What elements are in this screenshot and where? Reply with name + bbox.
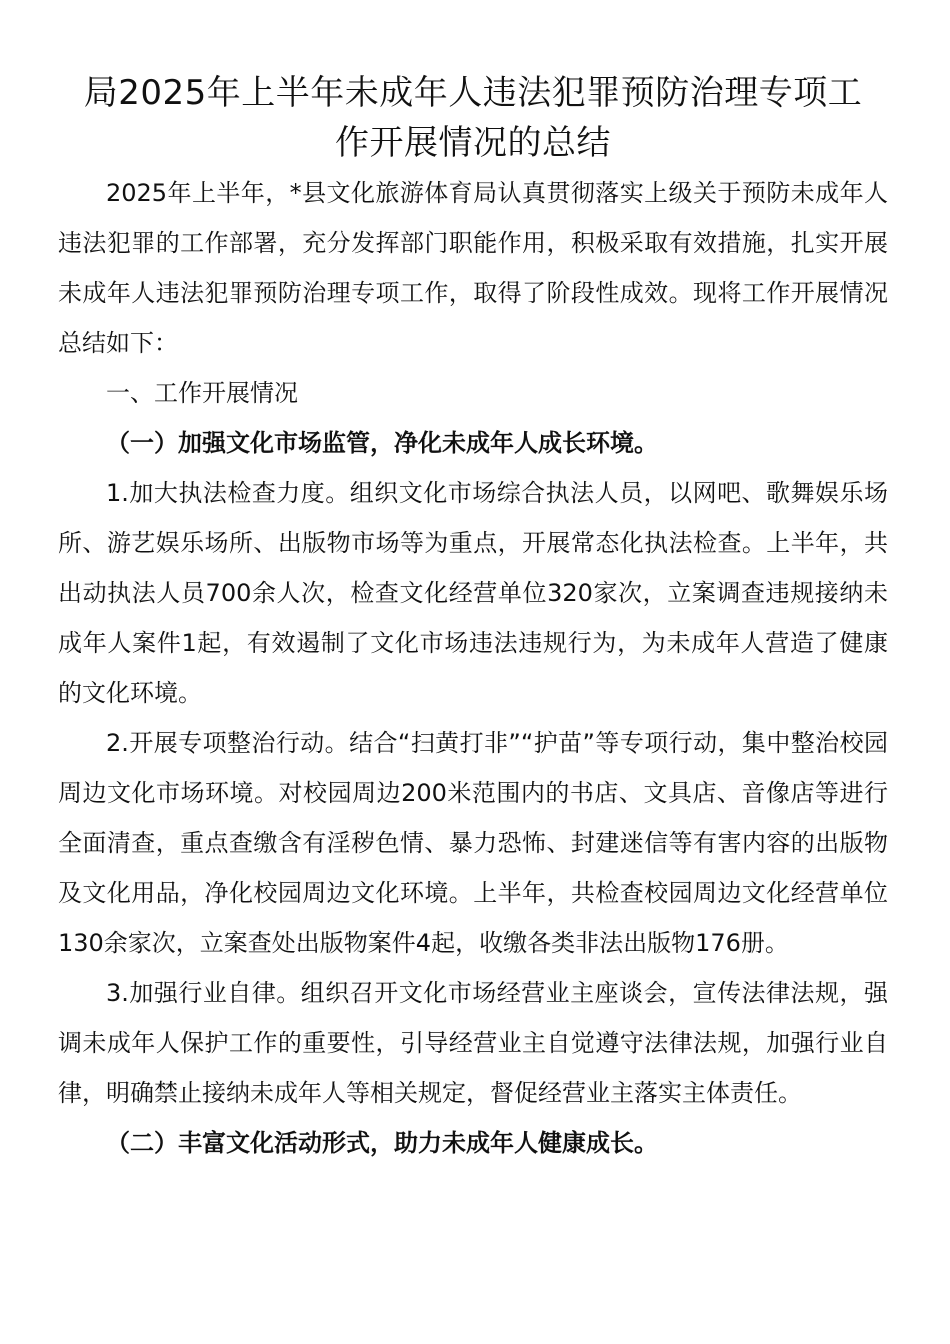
subsection-heading-cultural-activities: （二）丰富文化活动形式，助力未成年人健康成长。 (106, 1129, 658, 1157)
section-heading-work-status: 一、工作开展情况 (106, 379, 298, 407)
intro-paragraph: 2025年上半年，*县文化旅游体育局认真贯彻落实上级关于预防未成年人违法犯罪的工作部署，充分发挥部门职能作用，积极采取有效措施，扎实开展未成年人违法犯罪预防治理专项工作，取得了阶段性成效。现将工作开展情况总结如下： (58, 179, 888, 357)
document-title (58, 68, 888, 168)
item-paragraph-industry-self-discipline: 3.加强行业自律。组织召开文化市场经营业主座谈会，宣传法律法规，强调未成年人保护工作的重要性，引导经营业主自觉遵守法律法规，加强行业自律，明确禁止接纳未成年人等相关规定，督促经营业主落实主体责任。 (58, 979, 888, 1107)
item-paragraph-special-rectification: 2.开展专项整治行动。结合“扫黄打非”“护苗”等专项行动，集中整治校园周边文化市场环境。对校园周边200米范围内的书店、文具店、音像店等进行全面清查，重点查缴含有淫秽色情、暴力恐怖、封建迷信等有害内容的出版物及文化用品，净化校园周边文化环境。上半年，共检查校园周边文化经营单位130余家次，立案查处出版物案件4起，收缴各类非法出版物176册。 (58, 729, 888, 957)
document-title-line-1: 局2025年上半年未成年人违法犯罪预防治理专项工 (83, 73, 863, 113)
subsection-heading-market-supervision: （一）加强文化市场监管，净化未成年人成长环境。 (106, 429, 658, 457)
document-title-line-2: 作开展情况的总结 (335, 123, 611, 163)
item-paragraph-law-enforcement: 1.加大执法检查力度。组织文化市场综合执法人员，以网吧、歌舞娱乐场所、游艺娱乐场所、出版物市场等为重点，开展常态化执法检查。上半年，共出动执法人员700余人次，检查文化经营单位320家次，立案调查违规接纳未成年人案件1起，有效遏制了文化市场违法违规行为，为未成年人营造了健康的文化环境。 (58, 479, 888, 707)
